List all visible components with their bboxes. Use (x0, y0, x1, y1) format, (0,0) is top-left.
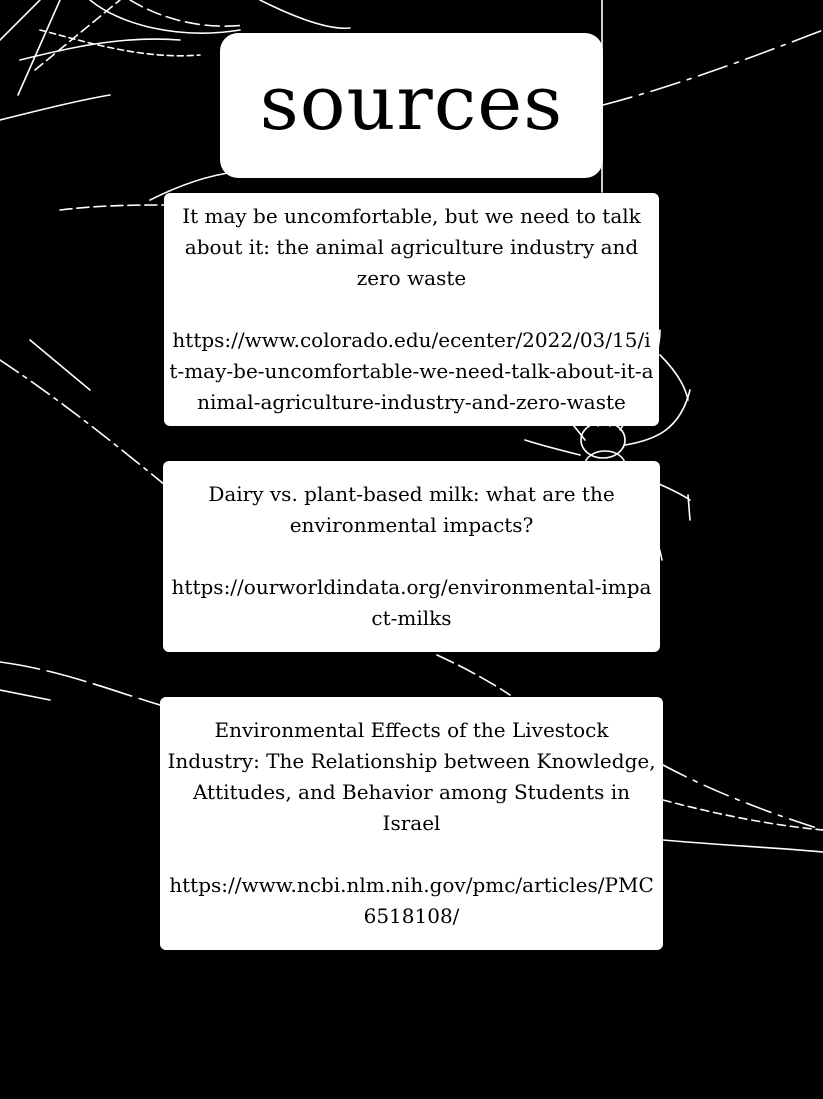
source-title: Dairy vs. plant-based milk: what are the environmental impacts? (208, 482, 615, 537)
source-url[interactable]: https://ourworldindata.org/environmental-impact-milks (171, 575, 652, 630)
source-card (163, 461, 660, 652)
source-url[interactable]: https://www.ncbi.nlm.nih.gov/pmc/articles/PMC6518108/ (169, 873, 654, 928)
title-box (220, 33, 603, 178)
source-card (160, 697, 663, 950)
source-url[interactable]: https://www.colorado.edu/ecenter/2022/03/15/it-may-be-uncomfortable-we-need-talk-about-it-animal-agriculture-industry-and-zero-waste (169, 328, 654, 414)
page-title: sources (259, 57, 564, 147)
source-card (164, 193, 659, 426)
source-title: It may be uncomfortable, but we need to talk about it: the animal agriculture industry and zero waste (182, 204, 641, 290)
source-title: Environmental Effects of the Livestock Industry: The Relationship between Knowledge, Attitudes, and Behavior among Students in Israel (167, 718, 656, 835)
